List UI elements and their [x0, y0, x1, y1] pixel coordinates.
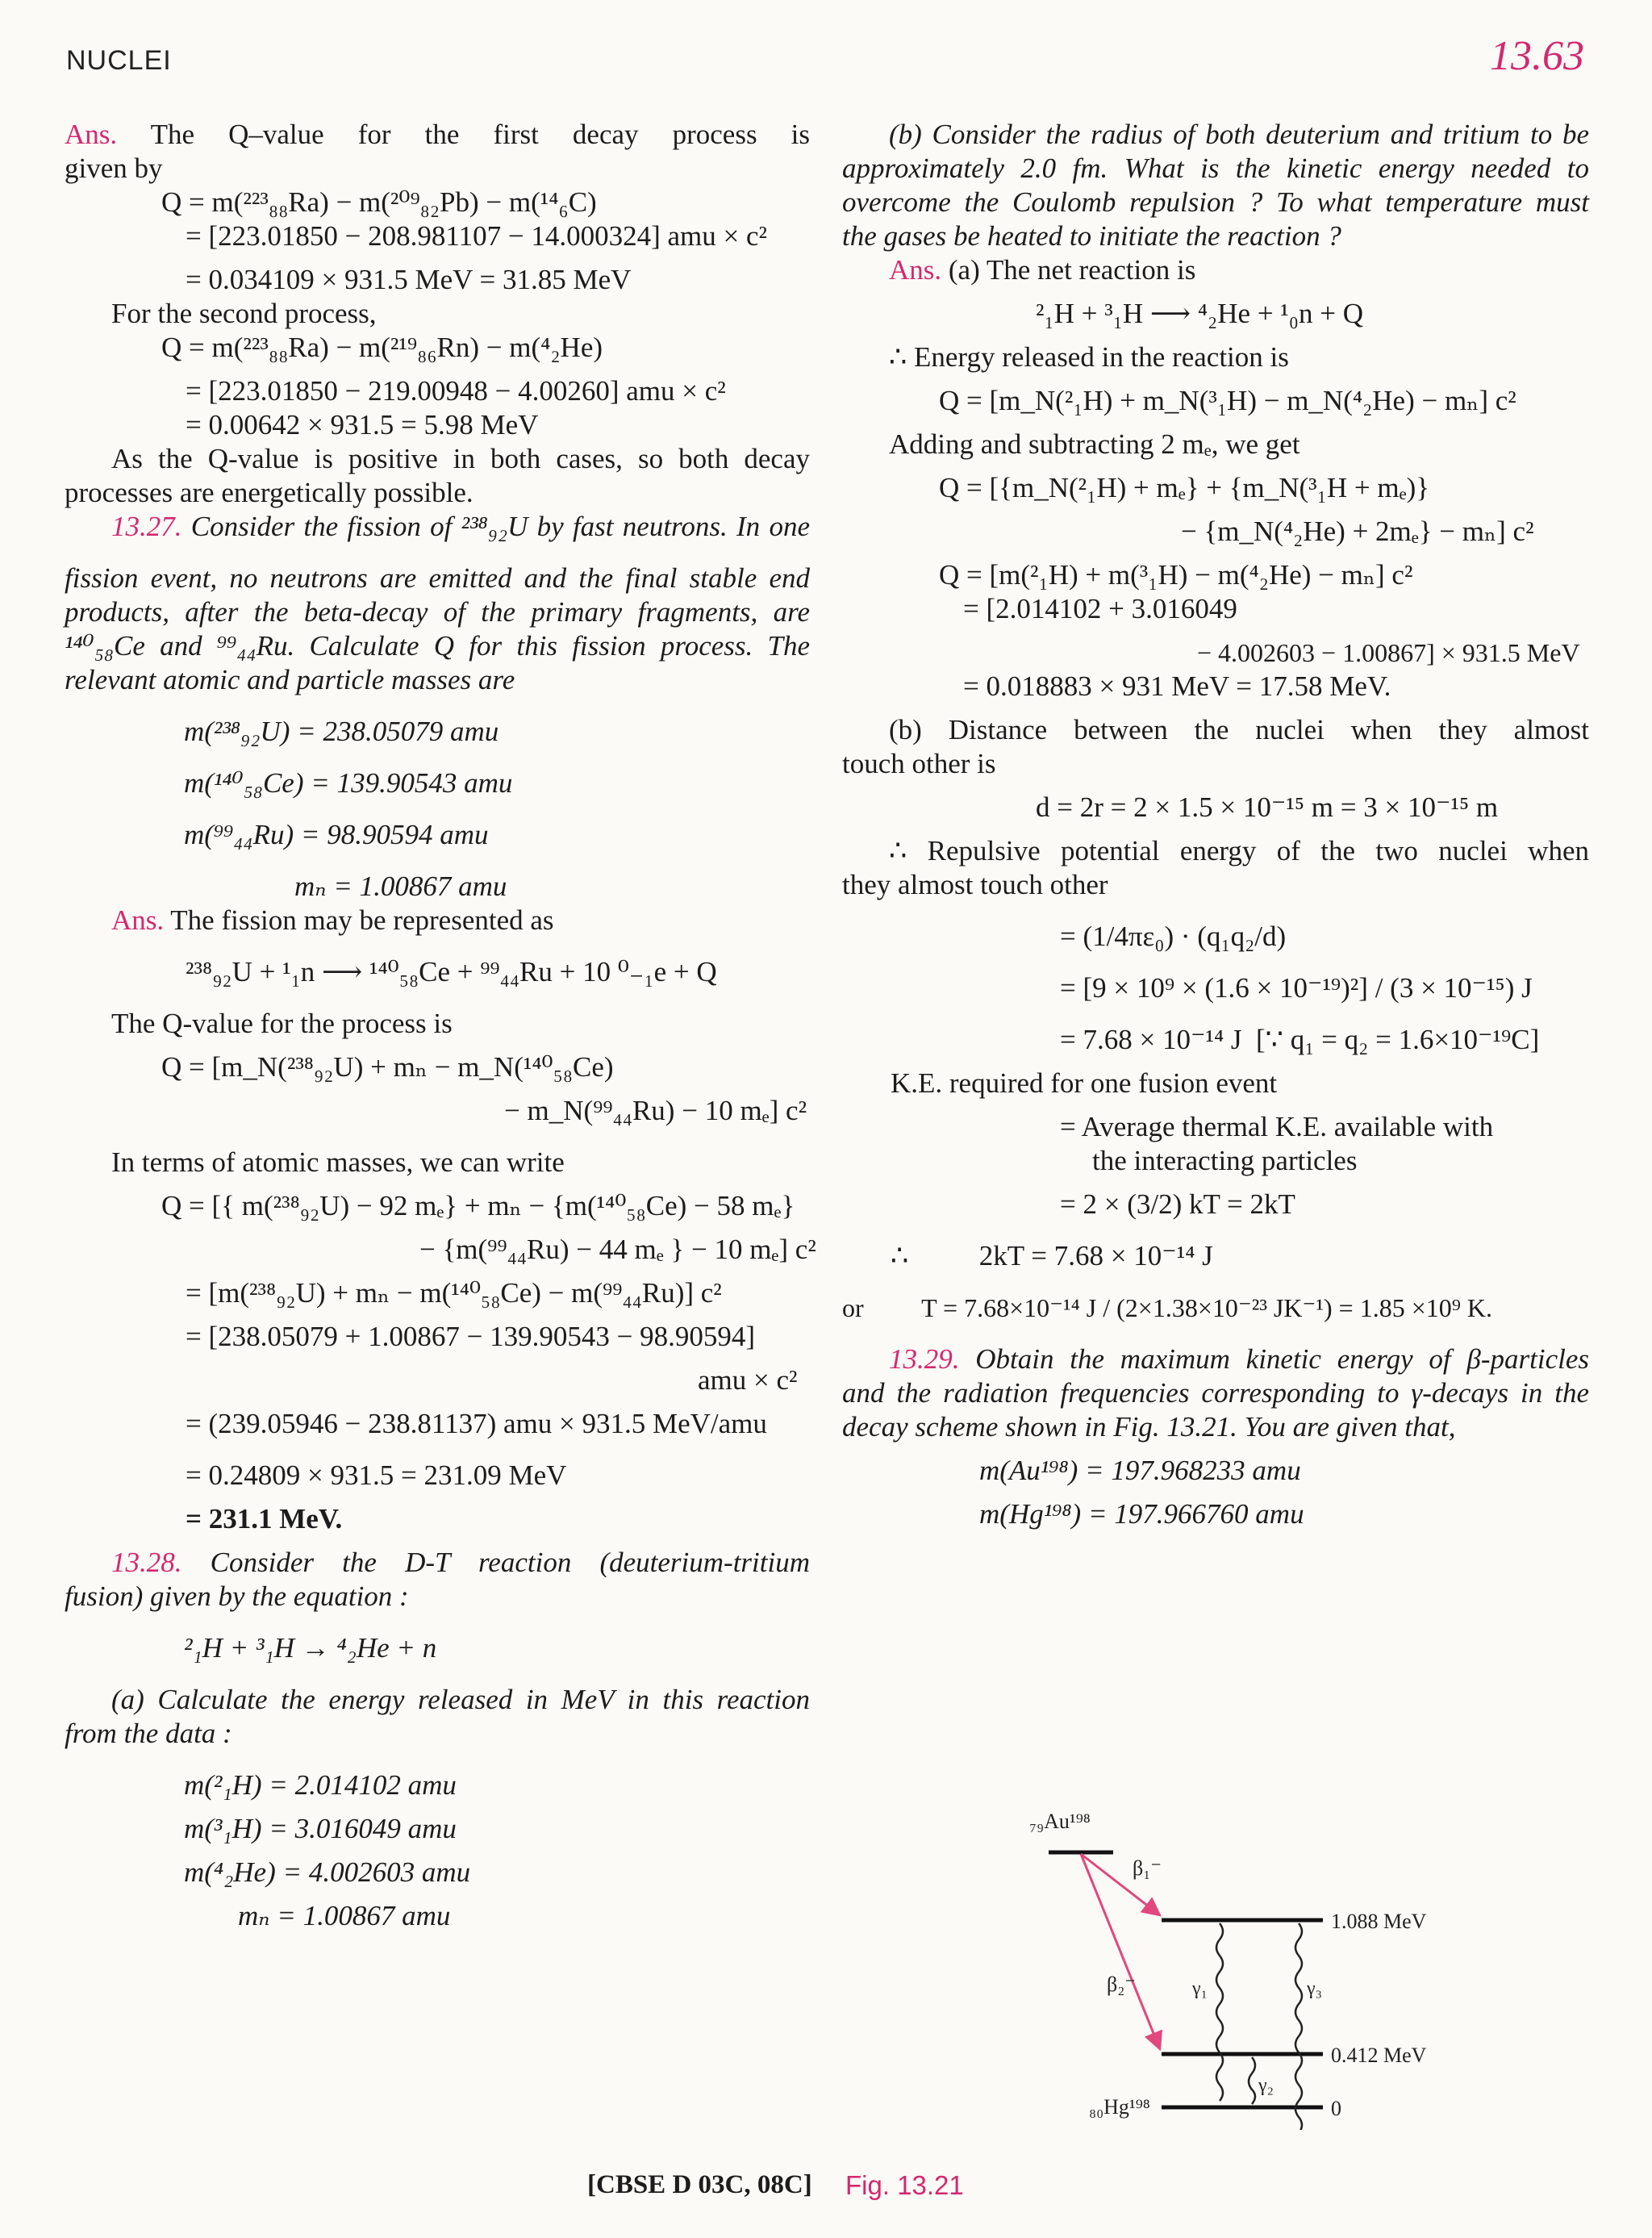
text-line: ∴ Repulsive potential energy of the two nuclei when	[889, 835, 1589, 866]
mass-line: mₙ = 1.00867 amu	[294, 871, 507, 902]
equation-line: the interacting particles	[1092, 1145, 1358, 1176]
equation-line: − {m_N(⁴₂He) + 2mₑ} − mₙ] c²	[1181, 516, 1534, 547]
equation-line: − 4.002603 − 1.00867] × 931.5 MeV	[1197, 638, 1580, 667]
gamma3-label: γ₃	[1307, 1978, 1322, 1999]
equation-line: = Average thermal K.E. available with	[1060, 1111, 1494, 1142]
equation-line: = [238.05079 + 1.00867 − 139.90543 − 98.90594]	[186, 1321, 756, 1352]
equation-line: = 7.68 × 10⁻¹⁴ J [∵ q₁ = q₂ = 1.6×10⁻¹⁹C]	[1060, 1024, 1540, 1055]
question-line: (b) Consider the radius of both deuterium and tritium to be	[889, 119, 1589, 150]
gamma3-line	[1295, 1923, 1302, 2130]
label-prefix: Ans.	[889, 254, 942, 286]
equation-line: Q = m(²²³₈₈Ra) − m(²¹⁹₈₆Rn) − m(⁴₂He)	[161, 332, 603, 363]
level-1088-label: 1.088 MeV	[1331, 1910, 1427, 1933]
mass-line: m(Hg¹⁹⁸) = 197.966760 amu	[979, 1498, 1304, 1530]
equation-line: = (239.05946 − 238.81137) amu × 931.5 MeV/amu	[186, 1408, 767, 1439]
question-line: (a) Calculate the energy released in MeV in this reaction	[111, 1684, 810, 1715]
gamma1-label: γ₁	[1192, 1978, 1208, 1999]
mass-line: m(³₁H) = 3.016049 amu	[184, 1813, 457, 1844]
right-column	[842, 118, 1589, 1531]
text-line: Ans. (a) The net reaction is	[889, 254, 1196, 286]
question-line: from the data :	[65, 1718, 232, 1749]
answer-line: = 0.018883 × 931 MeV = 17.58 MeV.	[963, 670, 1391, 702]
text-line: Ans. The fission may be represented as	[111, 904, 554, 936]
mass-line: m(⁴₂He) = 4.002603 amu	[184, 1856, 471, 1888]
equation-line: = 0.24809 × 931.5 = 231.09 MeV	[186, 1459, 567, 1491]
equation-line: or T = 7.68×10⁻¹⁴ J / (2×1.38×10⁻²³ JK⁻¹) = 1.85 ×10⁹ K.	[842, 1293, 1493, 1322]
equation-line: = [2.014102 + 3.016049	[963, 593, 1237, 624]
figure-caption: Fig. 13.21	[845, 2170, 964, 2200]
equation-line: = 0.00642 × 931.5 = 5.98 MeV	[186, 409, 539, 441]
question-line: ¹⁴⁰₅₈Ce and ⁹⁹₄₄Ru. Calculate Q for this fission process. The	[65, 630, 810, 662]
label-prefix: 13.28.	[111, 1547, 182, 1578]
gamma1-line	[1216, 1923, 1223, 2101]
equation-line: ²₁H + ³₁H → ⁴₂He + n	[184, 1632, 437, 1664]
question-line: the gases be heated to initiate the reaction ?	[842, 220, 1341, 252]
question-line: 13.28. Consider the D-T reaction (deuterium-tritium	[111, 1547, 810, 1578]
decay-scheme-diagram	[1000, 1807, 1452, 2130]
equation-line: = [223.01850 − 208.981107 − 14.000324] amu × c²	[186, 220, 768, 252]
equation-line: Q = m(²²³₈₈Ra) − m(²⁰⁹₈₂Pb) − m(¹⁴₆C)	[161, 186, 597, 218]
gamma2-label: γ₂	[1258, 2075, 1274, 2096]
equation-line: − m_N(⁹⁹₄₄Ru) − 10 mₑ] c²	[504, 1095, 807, 1126]
running-head-chapter: NUCLEI	[66, 45, 172, 76]
equation-line: = [9 × 10⁹ × (1.6 × 10⁻¹⁹)²] / (3 × 10⁻¹⁵) J	[1060, 972, 1533, 1004]
mass-line: mₙ = 1.00867 amu	[238, 1900, 451, 1931]
parent-nucleus-label: ₇₉Au¹⁹⁸	[1029, 1810, 1091, 1833]
gamma2-line	[1249, 2057, 1255, 2104]
mass-line: m(⁹⁹₄₄Ru) = 98.90594 amu	[184, 819, 489, 850]
equation-line: = [m(²³⁸₉₂U) + mₙ − m(¹⁴⁰₅₈Ce) − m(⁹⁹₄₄Ru)] c²	[186, 1277, 722, 1309]
ground-level-label: 0	[1331, 2097, 1341, 2120]
exam-citation: [CBSE D 03C, 08C]	[587, 2170, 812, 2199]
text-line: (b) Distance between the nuclei when they almost	[889, 714, 1589, 745]
mass-line: m(²₁H) = 2.014102 amu	[184, 1769, 457, 1801]
equation-line: Q = [m(²₁H) + m(³₁H) − m(⁴₂He) − mₙ] c²	[939, 559, 1413, 591]
beta2-label: β₂⁻	[1107, 1973, 1137, 1996]
text-line: In terms of atomic masses, we can write	[111, 1146, 565, 1178]
mass-line: m(²³⁸₉₂U) = 238.05079 amu	[184, 716, 499, 747]
equation-line: = [223.01850 − 219.00948 − 4.00260] amu × c²	[186, 375, 726, 407]
label-prefix: 13.27.	[111, 511, 182, 542]
text-line: processes are energetically possible.	[65, 477, 473, 508]
beta1-label: β₁⁻	[1133, 1856, 1162, 1880]
text-line: K.E. required for one fusion event	[891, 1067, 1278, 1099]
mass-line: m(¹⁴⁰₅₈Ce) = 139.90543 amu	[184, 767, 513, 799]
text-line: The Q-value for the process is	[111, 1008, 453, 1039]
label-prefix: 13.29.	[889, 1343, 960, 1375]
equation-line: ²³⁸₉₂U + ¹₁n ⟶ ¹⁴⁰₅₈Ce + ⁹⁹₄₄Ru + 10 ⁰₋₁e + Q	[186, 956, 717, 987]
equation-line: Q = [m_N(²³⁸₉₂U) + mₙ − m_N(¹⁴⁰₅₈Ce)	[161, 1051, 614, 1083]
question-line: and the radiation frequencies corresponding to γ-decays in the	[842, 1377, 1589, 1409]
equation-line: = 2 × (3/2) kT = 2kT	[1060, 1188, 1295, 1220]
equation-line: Q = [{m_N(²₁H) + mₑ} + {m_N(³₁H + mₑ)}	[939, 472, 1430, 503]
equation-line: Q = [{ m(²³⁸₉₂U) − 92 mₑ} + mₙ − {m(¹⁴⁰₅₈Ce) − 58 mₑ}	[161, 1190, 795, 1221]
text-line: For the second process,	[111, 298, 377, 329]
label-prefix: Ans.	[111, 904, 165, 936]
equation-line: Q = [m_N(²₁H) + m_N(³₁H) − m_N(⁴₂He) − mₙ] c²	[939, 385, 1516, 416]
equation-line: = 0.034109 × 931.5 MeV = 31.85 MeV	[186, 264, 632, 295]
text-line: given by	[65, 152, 163, 184]
equation-line: ∴ 2kT = 7.68 × 10⁻¹⁴ J	[891, 1240, 1213, 1271]
question-line: approximately 2.0 fm. What is the kinetic energy needed to	[842, 152, 1589, 184]
equation-line: − {m(⁹⁹₄₄Ru) − 44 mₑ } − 10 mₑ] c²	[419, 1234, 816, 1265]
text-line: ∴ Energy released in the reaction is	[889, 341, 1289, 373]
text-line: As the Q-value is positive in both cases, so both decay	[111, 443, 810, 474]
question-line: fission event, no neutrons are emitted and the final stable end	[65, 562, 810, 594]
question-line: fusion) given by the equation :	[65, 1580, 409, 1612]
question-line: decay scheme shown in Fig. 13.21. You are given that,	[842, 1411, 1456, 1443]
level-0412-label: 0.412 MeV	[1331, 2044, 1427, 2067]
equation-line: = (1/4πε₀) · (q₁q₂/d)	[1060, 921, 1287, 952]
question-line: relevant atomic and particle masses are	[65, 664, 515, 695]
page-number: 13.63	[1490, 33, 1584, 79]
equation-line: d = 2r = 2 × 1.5 × 10⁻¹⁵ m = 3 × 10⁻¹⁵ m	[1036, 791, 1499, 823]
text-line: touch other is	[842, 748, 996, 779]
daughter-nucleus-label: ₈₀Hg¹⁹⁸	[1089, 2095, 1150, 2119]
text-line: Adding and subtracting 2 mₑ, we get	[889, 428, 1300, 460]
question-line: overcome the Coulomb repulsion ? To what temperature must	[842, 186, 1589, 218]
left-column	[65, 118, 816, 1933]
equation-line: ²₁H + ³₁H ⟶ ⁴₂He + ¹₀n + Q	[1036, 298, 1364, 329]
mass-line: m(Au¹⁹⁸) = 197.968233 amu	[979, 1455, 1301, 1486]
text-line: Ans. The Q–value for the first decay process is	[65, 119, 810, 150]
label-prefix: Ans.	[65, 119, 118, 150]
equation-line: amu × c²	[698, 1364, 798, 1396]
question-line: 13.29. Obtain the maximum kinetic energy of β-particles	[889, 1343, 1589, 1375]
text-line: they almost touch other	[842, 869, 1108, 900]
question-line: products, after the beta-decay of the primary fragments, are	[65, 596, 810, 628]
answer-line: = 231.1 MeV.	[186, 1503, 343, 1534]
question-line: 13.27. Consider the fission of ²³⁸₉₂U by fast neutrons. In one	[111, 511, 810, 542]
